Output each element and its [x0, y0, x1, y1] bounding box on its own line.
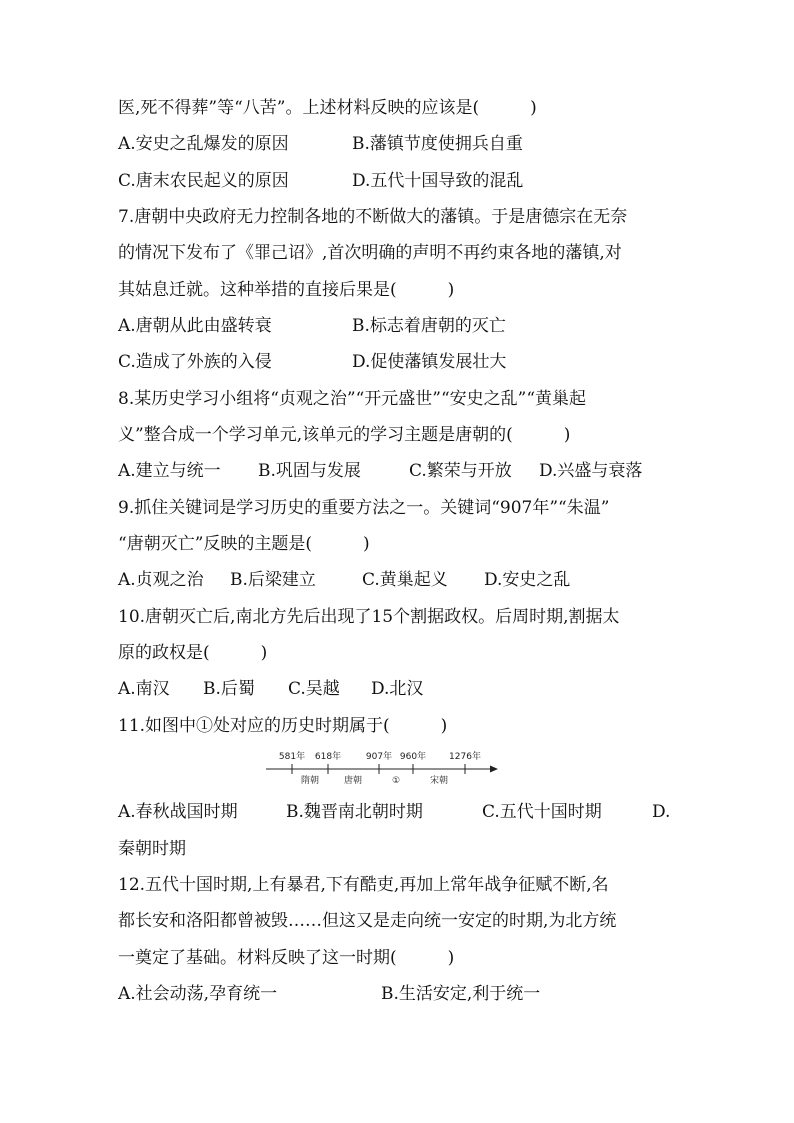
q7-option-c[interactable]: C.造成了外族的入侵	[118, 352, 272, 372]
q7-option-b[interactable]: B.标志着唐朝的灭亡	[352, 316, 506, 336]
q10-option-d[interactable]: D.北汉	[371, 679, 424, 699]
timeline-year-label: 907年	[365, 752, 393, 762]
question-6-stem-tail: 医,死不得葬”等“八苦”。上述材料反映的应该是( )	[118, 98, 537, 118]
q11-option-d[interactable]: D.	[652, 802, 671, 822]
q11-option-b[interactable]: B.魏晋南北朝时期	[286, 802, 423, 822]
question-12-stem-line-3: 一奠定了基础。材料反映了这一时期( )	[118, 948, 455, 968]
q9-option-a[interactable]: A.贞观之治	[118, 570, 204, 590]
timeline-year-label: 1276年	[449, 752, 481, 762]
timeline-year-label: 960年	[399, 752, 427, 762]
q8-option-a[interactable]: A.建立与统一	[118, 461, 221, 481]
q9-option-c[interactable]: C.黄巢起义	[362, 570, 448, 590]
timeline-year-label: 618年	[314, 752, 342, 762]
question-8-stem-line-2: 义”整合成一个学习单元,该单元的学习主题是唐朝的( )	[118, 425, 571, 445]
question-11-stem: 11.如图中①处对应的历史时期属于( )	[118, 716, 448, 736]
question-7-stem-line-3: 其姑息迁就。这种举措的直接后果是( )	[118, 280, 455, 300]
timeline-segment-label: 唐朝	[343, 776, 363, 786]
question-10-stem-line-2: 原的政权是( )	[118, 643, 268, 663]
q12-option-b[interactable]: B.生活安定,利于统一	[381, 984, 541, 1004]
q8-option-b[interactable]: B.巩固与发展	[258, 461, 361, 481]
q9-option-b[interactable]: B.后梁建立	[230, 570, 316, 590]
question-10-stem-line-1: 10.唐朝灭亡后,南北方先后出现了15个割据政权。后周时期,割据太	[118, 607, 620, 627]
q8-option-c[interactable]: C.繁荣与开放	[409, 461, 512, 481]
question-9-stem-line-2: “唐朝灭亡”反映的主题是( )	[118, 534, 370, 554]
timeline-year-label: 581年	[278, 752, 306, 762]
timeline-segment-label: ①	[391, 776, 401, 786]
q6-option-d[interactable]: D.五代十国导致的混乱	[352, 171, 524, 191]
q10-option-b[interactable]: B.后蜀	[203, 679, 255, 699]
q6-option-c[interactable]: C.唐末农民起义的原因	[118, 171, 289, 191]
timeline-segment-label: 宋朝	[429, 776, 449, 786]
question-7-stem-line-1: 7.唐朝中央政府无力控制各地的不断做大的藩镇。于是唐德宗在无奈	[118, 207, 628, 227]
question-12-stem-line-2: 都长安和洛阳都曾被毁……但这又是走向统一安定的时期,为北方统	[118, 911, 617, 931]
question-9-stem-line-1: 9.抓住关键词是学习历史的重要方法之一。关键词“907年”“朱温”	[118, 498, 610, 518]
q9-option-d[interactable]: D.安史之乱	[484, 570, 571, 590]
q6-option-b[interactable]: B.藩镇节度使拥兵自重	[352, 134, 523, 154]
q12-option-a[interactable]: A.社会动荡,孕育统一	[118, 984, 278, 1004]
timeline-arrowhead	[490, 766, 498, 773]
q7-option-d[interactable]: D.促使藩镇发展壮大	[352, 352, 507, 372]
q8-option-d[interactable]: D.兴盛与衰落	[539, 461, 643, 481]
timeline-figure	[262, 745, 502, 790]
question-12-stem-line-1: 12.五代十国时期,上有暴君,下有酷吏,再加上常年战争征赋不断,名	[118, 875, 609, 895]
q10-option-c[interactable]: C.吴越	[288, 679, 340, 699]
q11-option-c[interactable]: C.五代十国时期	[482, 802, 602, 822]
question-8-stem-line-1: 8.某历史学习小组将“贞观之治”“开元盛世”“安史之乱”“黄巢起	[118, 389, 587, 409]
q10-option-a[interactable]: A.南汉	[118, 679, 170, 699]
q7-option-a[interactable]: A.唐朝从此由盛转衰	[118, 316, 272, 336]
q6-option-a[interactable]: A.安史之乱爆发的原因	[118, 134, 289, 154]
question-7-stem-line-2: 的情况下发布了《罪己诏》,首次明确的声明不再约束各地的藩镇,对	[118, 243, 622, 263]
timeline-segment-label: 隋朝	[300, 776, 320, 786]
q11-option-a[interactable]: A.春秋战国时期	[118, 802, 238, 822]
q11-option-d-wrap[interactable]: 秦朝时期	[118, 839, 186, 859]
